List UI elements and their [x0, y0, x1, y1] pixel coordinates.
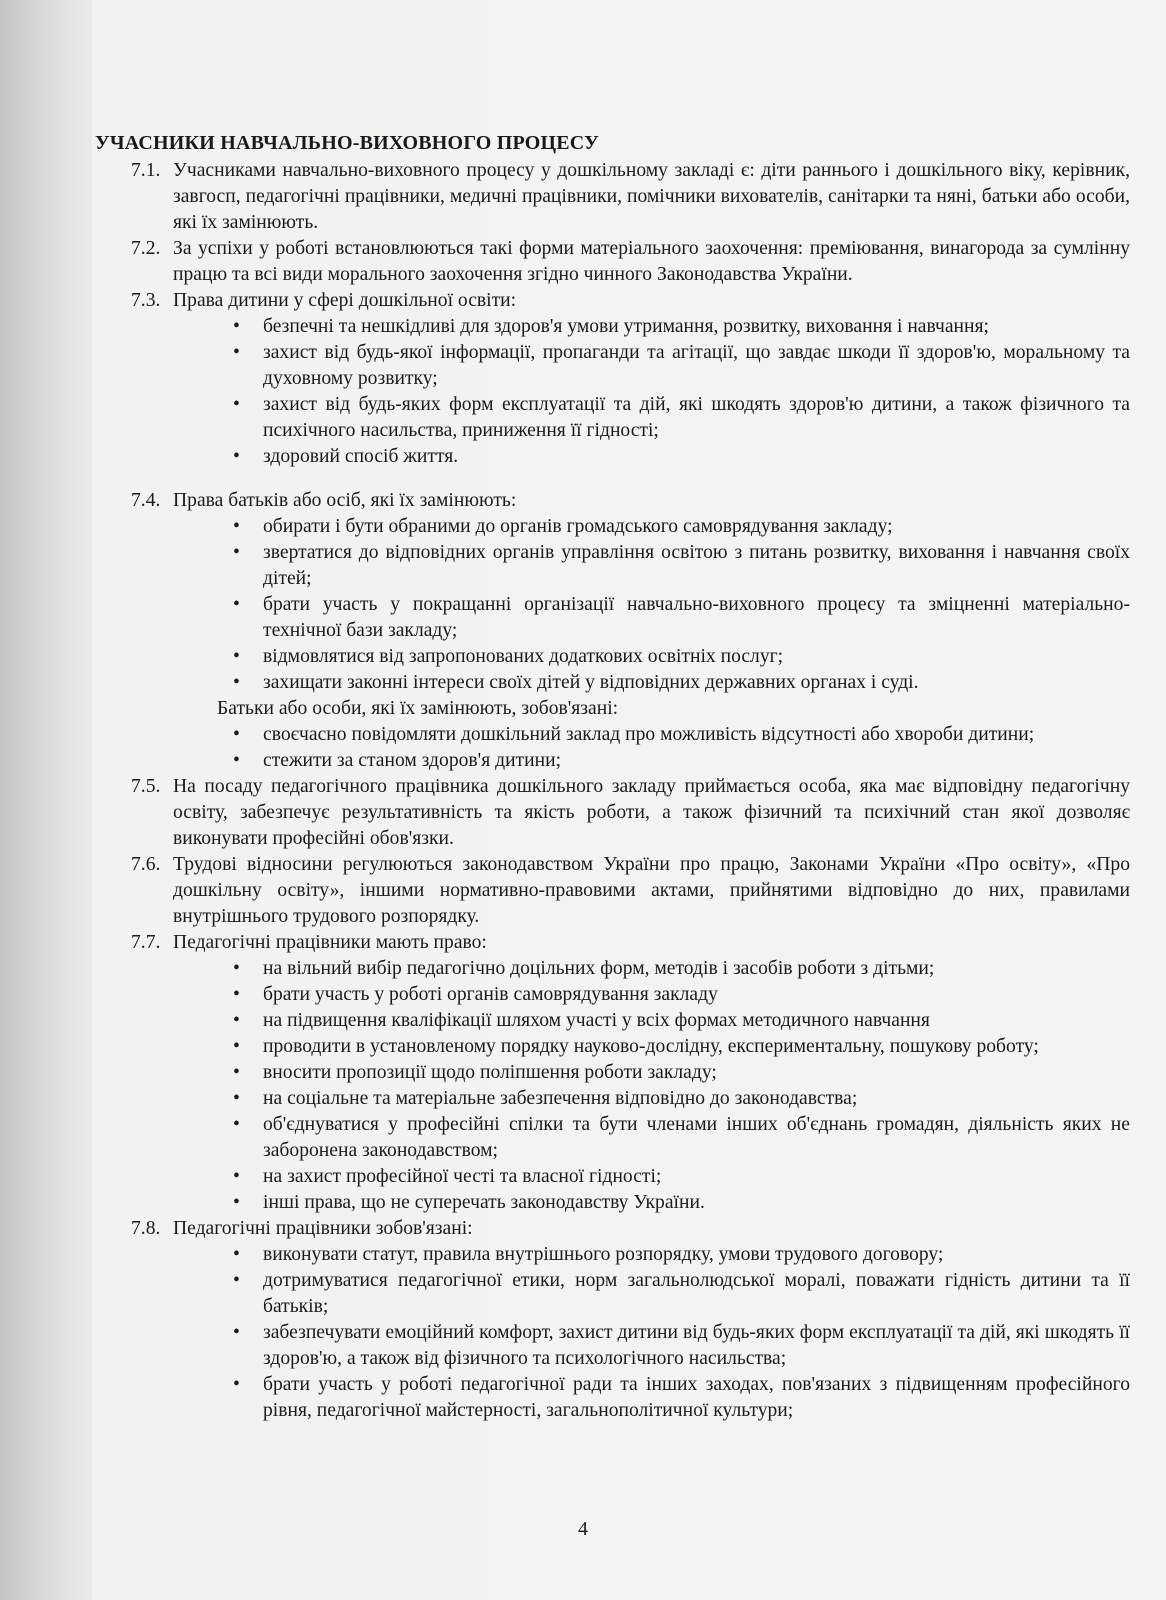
- item-7-1: [95, 158, 1130, 236]
- list-item: • безпечні та нешкідливі для здоров'я умови утримання, розвитку, виховання і навчання;: [233, 314, 1130, 340]
- list-item: • своєчасно повідомляти дошкільний заклад про можливість відсутності або хвороби дитини;: [233, 722, 1130, 748]
- list-item: • обирати і бути обраними до органів громадського самоврядування закладу;: [233, 514, 1130, 540]
- bullet-list: [131, 722, 1130, 774]
- list-item: • стежити за станом здоров'я дитини;: [233, 748, 1130, 774]
- list-item: • проводити в установленому порядку науково-дослідну, експериментальну, пошукову роботу;: [233, 1034, 1130, 1060]
- sub-heading: Батьки або особи, які їх замінюють, зобов'язані:: [217, 698, 619, 719]
- list-item: • на соціальне та матеріальне забезпечення відповідно до законодавства;: [233, 1086, 1130, 1112]
- bullet-list: [131, 314, 1130, 470]
- item-number: 7.7.: [131, 932, 161, 953]
- list-item: • на підвищення кваліфікації шляхом участі у всіх формах методичного навчання: [233, 1008, 1130, 1034]
- item-text: Права батьків або осіб, які їх замінюють:: [173, 490, 517, 511]
- item-number: 7.5.: [131, 776, 161, 797]
- item-7-4: [95, 488, 1130, 774]
- spacer: [95, 470, 1130, 488]
- item-text: Учасниками навчально-виховного процесу у дошкільному закладі є: діти раннього і дошкільного віку, керівник, завгосп, педагогічні працівники, медичні працівники, помічники вихователів, санітарки та няні, батьки або особи, які їх замінюють.: [173, 160, 1130, 233]
- item-number: 7.6.: [131, 854, 161, 875]
- list-item: • звертатися до відповідних органів управління освітою з питань розвитку, виховання і навчання своїх дітей;: [233, 540, 1130, 592]
- item-number: 7.1.: [131, 160, 161, 181]
- item-text: Педагогічні працівники мають право:: [173, 932, 487, 953]
- list-item: • вносити пропозиції щодо поліпшення роботи закладу;: [233, 1060, 1130, 1086]
- list-item: • брати участь у роботі педагогічної ради та інших заходах, пов'язаних з підвищенням професійного рівня, педагогічної майстерності, загальнополітичної культури;: [233, 1372, 1130, 1424]
- bullet-list: [131, 514, 1130, 696]
- bullet-list: [131, 1242, 1130, 1424]
- item-number: 7.3.: [131, 290, 161, 311]
- item-number: 7.8.: [131, 1218, 161, 1239]
- list-item: • захищати законні інтереси своїх дітей у відповідних державних органах і суді.: [233, 670, 1130, 696]
- list-item: • на вільний вибір педагогічно доцільних форм, методів і засобів роботи з дітьми;: [233, 956, 1130, 982]
- list-item: • відмовлятися від запропонованих додаткових освітніх послуг;: [233, 644, 1130, 670]
- section-title: УЧАСНИКИ НАВЧАЛЬНО-ВИХОВНОГО ПРОЦЕСУ: [95, 132, 600, 154]
- list-item: • брати участь у покращанні організації навчально-виховного процесу та зміцненні матеріально-технічної бази закладу;: [233, 592, 1130, 644]
- item-number: 7.2.: [131, 238, 161, 259]
- item-text: За успіхи у роботі встановлюються такі форми матеріального заохочення: преміювання, винагорода за сумлінну працю та всі види морального заохочення згідно чинного Законодавства України.: [173, 238, 1130, 285]
- list-item: • дотримуватися педагогічної етики, норм загальнолюдської моралі, поважати гідність дитини та її батьків;: [233, 1268, 1130, 1320]
- list-item: • здоровий спосіб життя.: [233, 444, 1130, 470]
- document-content: [95, 130, 1130, 1424]
- item-7-7: [95, 930, 1130, 1216]
- item-text: Трудові відносини регулюються законодавством України про працю, Законами України «Про освіту», «Про дошкільну освіту», іншими нормативно-правовими актами, прийнятими відповідно до них, правилами внутрішнього трудового розпорядку.: [173, 854, 1130, 927]
- list-item: • захист від будь-якої інформації, пропаганди та агітації, що завдає шкоди її здоров'ю, моральному та духовному розвитку;: [233, 340, 1130, 392]
- item-7-5: [95, 774, 1130, 852]
- item-text: Права дитини у сфері дошкільної освіти:: [173, 290, 517, 311]
- list-item: • об'єднуватися у професійні спілки та бути членами інших об'єднань громадян, діяльність яких не заборонена законодавством;: [233, 1112, 1130, 1164]
- list-item: • забезпечувати емоційний комфорт, захист дитини від будь-яких форм експлуатації та дій, які шкодять її здоров'ю, а також від фізичного та психологічного насильства;: [233, 1320, 1130, 1372]
- list-item: • на захист професійної честі та власної гідності;: [233, 1164, 1130, 1190]
- item-text: На посаду педагогічного працівника дошкільного закладу приймається особа, яка має відповідну педагогічну освіту, забезпечує результативність та якість роботи, а також фізичний та психічний стан якої дозволяє виконувати професійні обов'язки.: [173, 776, 1130, 849]
- item-text: Педагогічні працівники зобов'язані:: [173, 1218, 473, 1239]
- list-item: • захист від будь-яких форм експлуатації та дій, які шкодять здоров'ю дитини, а також фізичного та психічного насильства, приниження її гідності;: [233, 392, 1130, 444]
- item-number: 7.4.: [131, 490, 161, 511]
- list-item: • виконувати статут, правила внутрішнього розпорядку, умови трудового договору;: [233, 1242, 1130, 1268]
- item-7-6: [95, 852, 1130, 930]
- list-item: • брати участь у роботі органів самоврядування закладу: [233, 982, 1130, 1008]
- page-number: 4: [578, 1518, 588, 1540]
- item-7-2: [95, 236, 1130, 288]
- page-binding-shadow: [0, 0, 92, 1600]
- item-7-3: [95, 288, 1130, 470]
- bullet-list: [131, 956, 1130, 1216]
- list-item: • інші права, що не суперечать законодавству України.: [233, 1190, 1130, 1216]
- item-7-8: [95, 1216, 1130, 1424]
